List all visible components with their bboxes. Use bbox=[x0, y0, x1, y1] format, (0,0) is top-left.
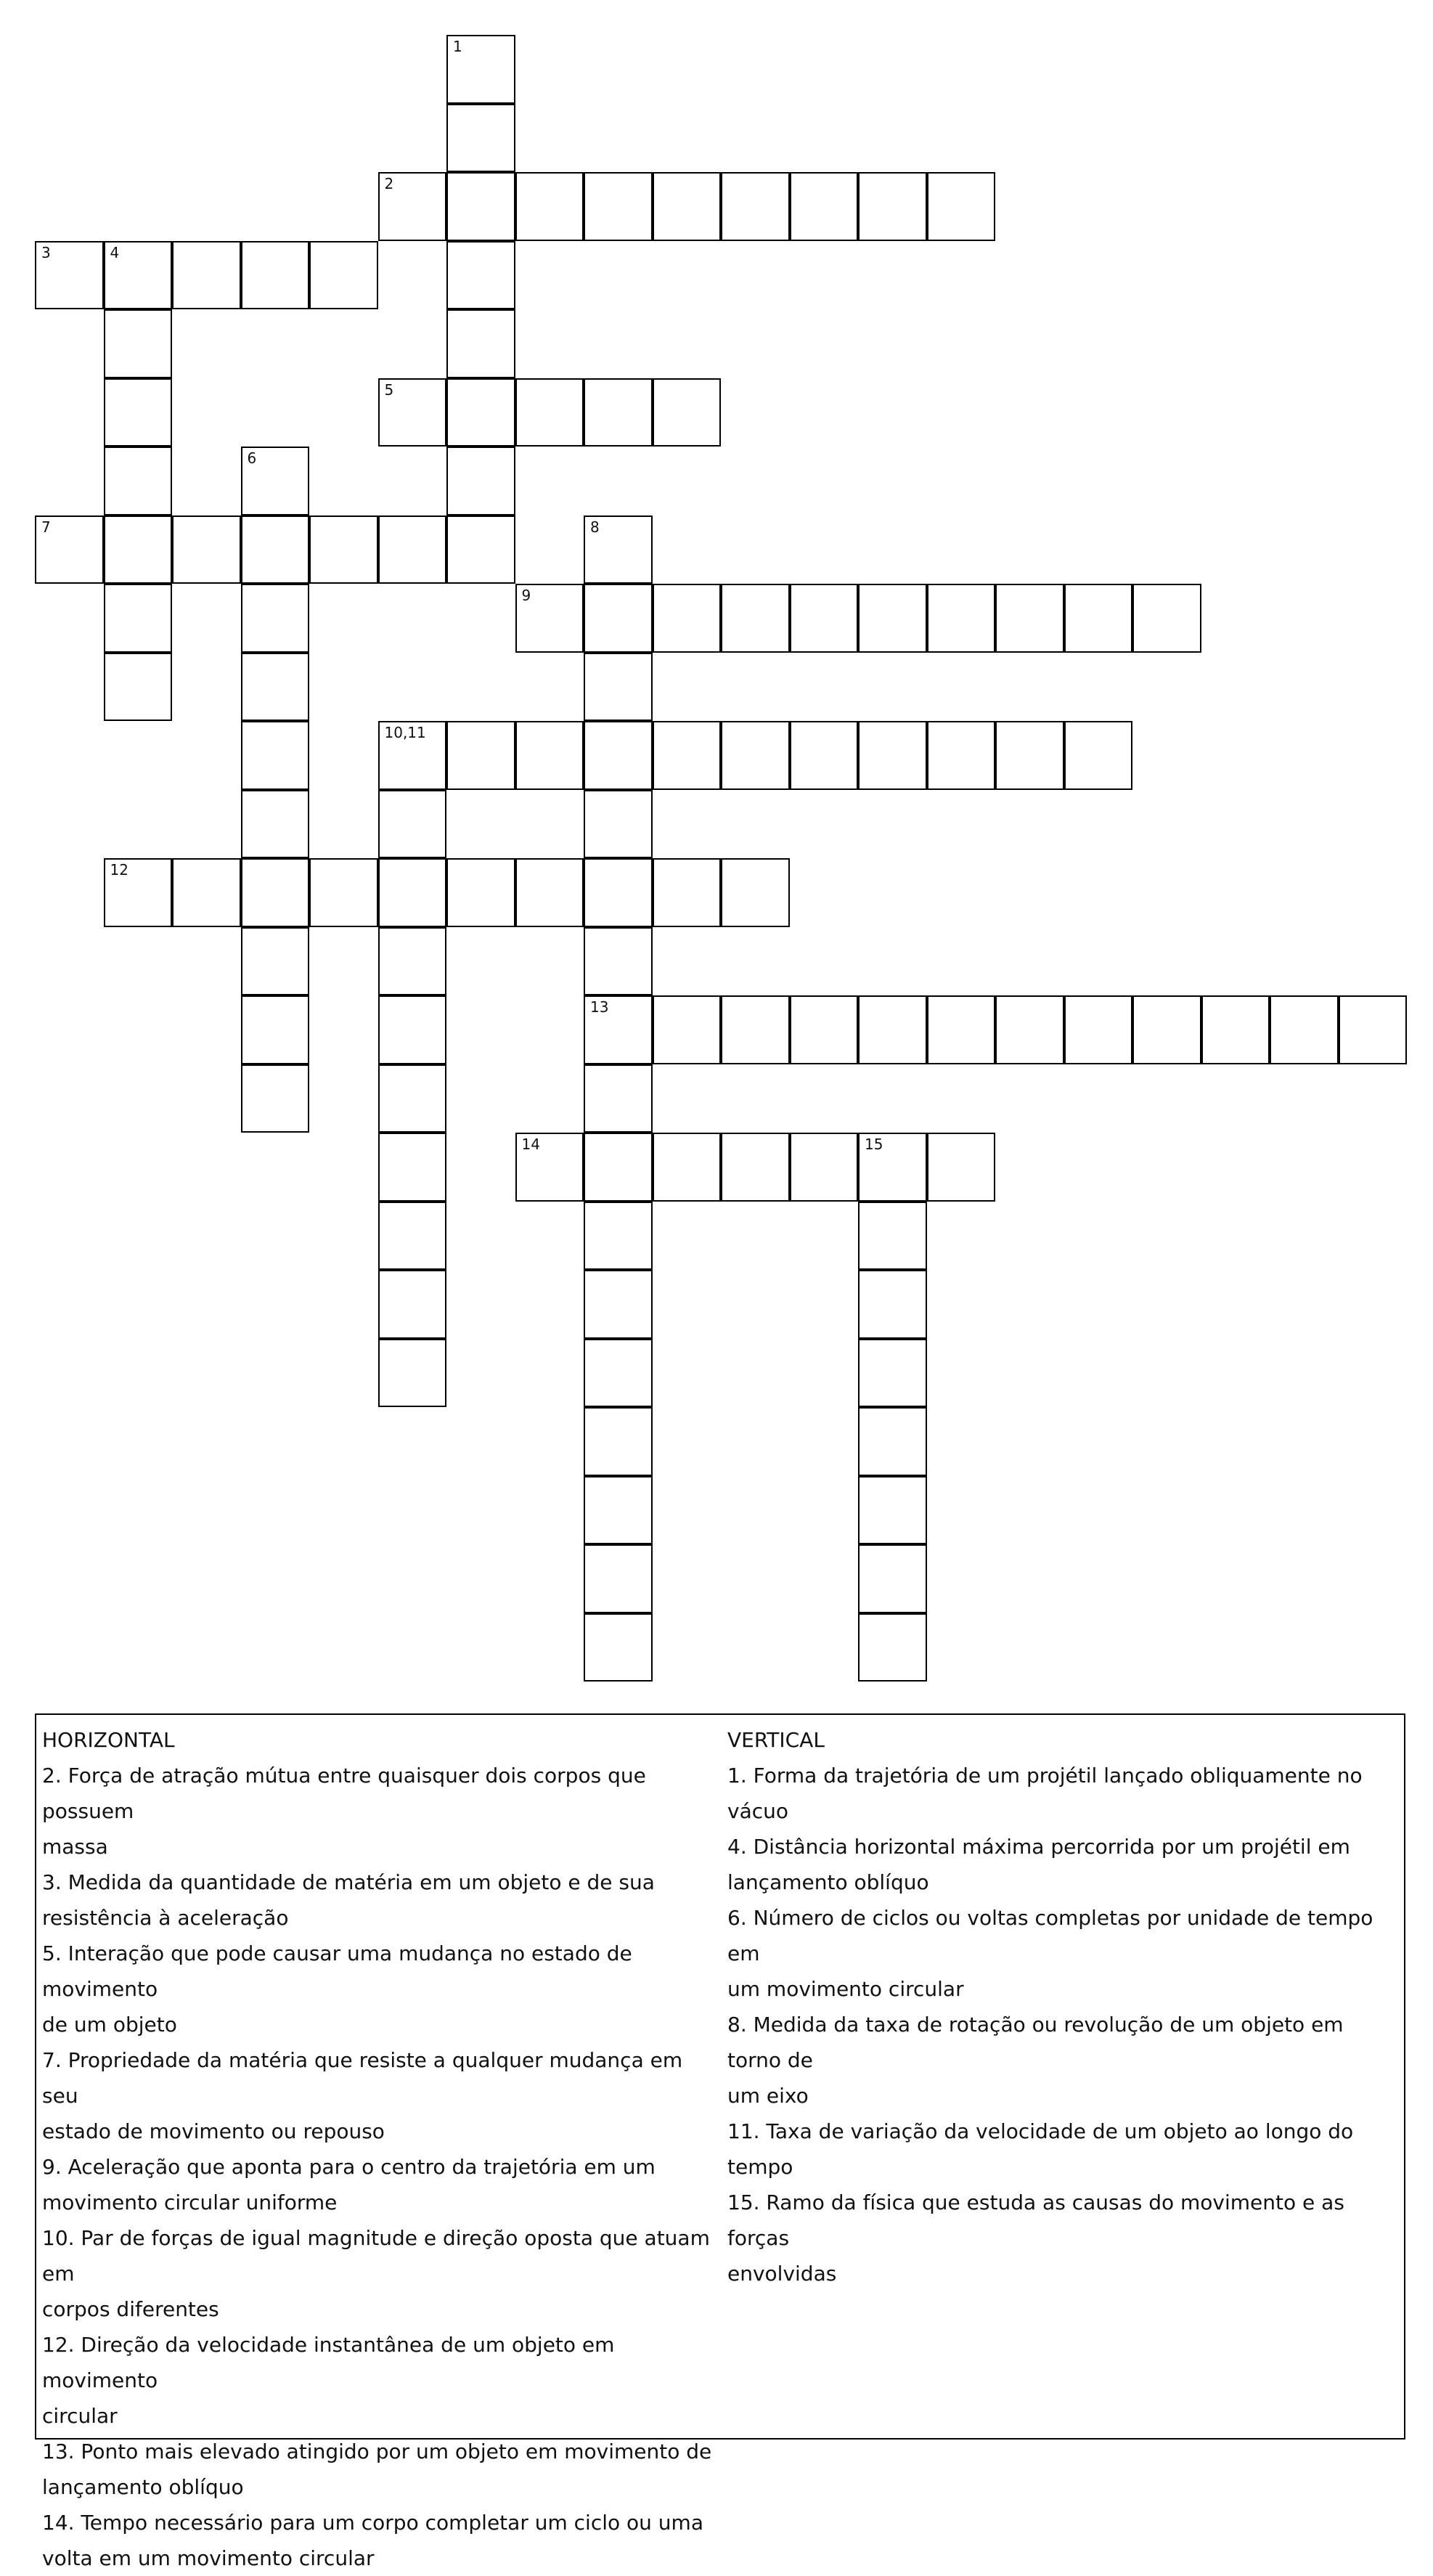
crossword-cell[interactable] bbox=[858, 1339, 927, 1408]
crossword-cell[interactable] bbox=[721, 584, 790, 653]
crossword-cell[interactable] bbox=[653, 995, 722, 1064]
crossword-cell[interactable] bbox=[172, 858, 241, 927]
clue-number: 13 bbox=[590, 998, 609, 1016]
crossword-cell[interactable] bbox=[584, 1202, 653, 1271]
clue-number: 9 bbox=[521, 587, 531, 604]
crossword-cell[interactable] bbox=[584, 721, 653, 790]
vertical-heading: VERTICAL bbox=[727, 1728, 825, 1752]
crossword-cell[interactable] bbox=[1339, 995, 1408, 1064]
crossword-cell[interactable] bbox=[378, 172, 447, 241]
crossword-cell[interactable] bbox=[584, 858, 653, 927]
crossword-cell[interactable] bbox=[446, 309, 515, 378]
crossword-cell[interactable] bbox=[858, 584, 927, 653]
clue-number: 15 bbox=[865, 1136, 883, 1153]
clue-line: lançamento oblíquo bbox=[727, 1870, 929, 1894]
crossword-cell[interactable] bbox=[446, 515, 515, 584]
crossword-cell[interactable] bbox=[241, 995, 310, 1064]
clues-box bbox=[35, 1713, 1405, 2570]
crossword-cell[interactable] bbox=[584, 1613, 653, 1682]
crossword-cell[interactable] bbox=[1064, 584, 1133, 653]
crossword-cell[interactable] bbox=[309, 858, 378, 927]
crossword-cell[interactable] bbox=[446, 241, 515, 310]
crossword-cell[interactable] bbox=[790, 172, 859, 241]
crossword-cell[interactable] bbox=[446, 721, 515, 790]
crossword-cell[interactable] bbox=[378, 1202, 447, 1271]
crossword-cell[interactable] bbox=[104, 653, 173, 722]
crossword-cell[interactable] bbox=[104, 584, 173, 653]
clue-line: circular bbox=[42, 2404, 118, 2428]
clue-line: 11. Taxa de variação da velocidade de um objeto ao longo do tempo bbox=[727, 2119, 1354, 2179]
crossword-cell[interactable] bbox=[858, 995, 927, 1064]
crossword-cell[interactable] bbox=[584, 378, 653, 447]
clue-line: volta em um movimento circular bbox=[42, 2546, 375, 2570]
clue-number: 8 bbox=[590, 518, 600, 536]
crossword-cell[interactable] bbox=[378, 378, 447, 447]
crossword-cell[interactable] bbox=[721, 172, 790, 241]
vertical-clues bbox=[727, 1722, 1399, 2291]
crossword-cell[interactable] bbox=[790, 584, 859, 653]
crossword-cell[interactable] bbox=[241, 584, 310, 653]
crossword-cell[interactable] bbox=[378, 790, 447, 859]
crossword-cell[interactable] bbox=[241, 653, 310, 722]
crossword-cell[interactable] bbox=[995, 995, 1064, 1064]
clue-line: 2. Força de atração mútua entre quaisquer dois corpos que possuem bbox=[42, 1764, 646, 1823]
crossword-cell[interactable] bbox=[584, 515, 653, 584]
crossword-cell[interactable] bbox=[927, 584, 996, 653]
crossword-cell[interactable] bbox=[378, 515, 447, 584]
crossword-cell[interactable] bbox=[858, 1544, 927, 1613]
crossword-cell[interactable] bbox=[927, 172, 996, 241]
clue-line: 6. Número de ciclos ou voltas completas por unidade de tempo em bbox=[727, 1906, 1373, 1965]
clue-line: 3. Medida da quantidade de matéria em um objeto e de sua bbox=[42, 1870, 655, 1894]
crossword-cell[interactable] bbox=[515, 172, 584, 241]
crossword-cell[interactable] bbox=[584, 653, 653, 722]
crossword-cell[interactable] bbox=[584, 1544, 653, 1613]
clue-number: 5 bbox=[384, 380, 394, 399]
crossword-cell[interactable] bbox=[446, 104, 515, 173]
crossword-cell[interactable] bbox=[653, 378, 722, 447]
crossword-cell[interactable] bbox=[104, 241, 173, 310]
clue-line: 13. Ponto mais elevado atingido por um objeto em movimento de bbox=[42, 2440, 712, 2463]
clue-number: 4 bbox=[110, 243, 120, 261]
crossword-cell[interactable] bbox=[721, 995, 790, 1064]
crossword-cell[interactable] bbox=[172, 241, 241, 310]
clue-line: lançamento oblíquo bbox=[42, 2475, 244, 2499]
horizontal-clues bbox=[42, 1722, 717, 2576]
crossword-cell[interactable] bbox=[1064, 995, 1133, 1064]
crossword-cell[interactable] bbox=[858, 721, 927, 790]
crossword-cell[interactable] bbox=[1064, 721, 1133, 790]
crossword-cell[interactable] bbox=[584, 790, 653, 859]
crossword-cell[interactable] bbox=[378, 721, 447, 790]
crossword-cell[interactable] bbox=[584, 172, 653, 241]
crossword-cell[interactable] bbox=[1132, 584, 1201, 653]
crossword-cell[interactable] bbox=[378, 1270, 447, 1339]
crossword-cell[interactable] bbox=[653, 584, 722, 653]
crossword-cell[interactable] bbox=[927, 995, 996, 1064]
clue-line: corpos diferentes bbox=[42, 2297, 219, 2321]
crossword-cell[interactable] bbox=[995, 721, 1064, 790]
crossword-cell[interactable] bbox=[446, 35, 515, 104]
clue-line: 1. Forma da trajetória de um projétil lançado obliquamente no vácuo bbox=[727, 1764, 1363, 1823]
clue-number: 7 bbox=[41, 518, 51, 536]
crossword-cell[interactable] bbox=[858, 1476, 927, 1545]
crossword-cell[interactable] bbox=[446, 172, 515, 241]
crossword-cell[interactable] bbox=[378, 995, 447, 1064]
crossword-cell[interactable] bbox=[858, 1202, 927, 1271]
crossword-cell[interactable] bbox=[378, 1064, 447, 1133]
crossword-cell[interactable] bbox=[378, 1339, 447, 1408]
crossword-cell[interactable] bbox=[104, 858, 173, 927]
crossword-cell[interactable] bbox=[241, 790, 310, 859]
crossword-cell[interactable] bbox=[584, 1133, 653, 1202]
crossword-cell[interactable] bbox=[653, 1133, 722, 1202]
crossword-cell[interactable] bbox=[721, 858, 790, 927]
crossword-cell[interactable] bbox=[653, 172, 722, 241]
clue-number: 6 bbox=[247, 449, 257, 467]
clue-line: 7. Propriedade da matéria que resiste a qualquer mudança em seu bbox=[42, 2048, 683, 2108]
clue-line: resistência à aceleração bbox=[42, 1906, 289, 1930]
clue-line: um movimento circular bbox=[727, 1977, 964, 2001]
crossword-cell[interactable] bbox=[104, 378, 173, 447]
crossword-cell[interactable] bbox=[721, 721, 790, 790]
crossword-cell[interactable] bbox=[858, 1133, 927, 1202]
clue-line: 9. Aceleração que aponta para o centro da trajetória em um bbox=[42, 2155, 656, 2179]
crossword-cell[interactable] bbox=[1201, 995, 1270, 1064]
clue-line: movimento circular uniforme bbox=[42, 2190, 338, 2214]
crossword-cell[interactable] bbox=[104, 447, 173, 515]
clue-line: de um objeto bbox=[42, 2013, 177, 2037]
crossword-cell[interactable] bbox=[721, 1133, 790, 1202]
crossword-cell[interactable] bbox=[584, 1407, 653, 1476]
crossword-cell[interactable] bbox=[515, 584, 584, 653]
crossword-cell[interactable] bbox=[515, 1133, 584, 1202]
crossword-cell[interactable] bbox=[378, 927, 447, 996]
clue-line: massa bbox=[42, 1835, 108, 1859]
crossword-cell[interactable] bbox=[584, 1064, 653, 1133]
clue-number: 2 bbox=[384, 175, 394, 192]
crossword-cell[interactable] bbox=[584, 1270, 653, 1339]
crossword-cell[interactable] bbox=[1132, 995, 1201, 1064]
crossword-cell[interactable] bbox=[790, 721, 859, 790]
crossword-cell[interactable] bbox=[446, 378, 515, 447]
crossword-cell[interactable] bbox=[378, 1133, 447, 1202]
crossword-cell[interactable] bbox=[378, 858, 447, 927]
crossword-cell[interactable] bbox=[858, 1407, 927, 1476]
clue-line: envolvidas bbox=[727, 2262, 837, 2286]
crossword-cell[interactable] bbox=[241, 447, 310, 515]
crossword-cell[interactable] bbox=[104, 515, 173, 584]
clue-line: estado de movimento ou repouso bbox=[42, 2119, 385, 2143]
crossword-cell[interactable] bbox=[241, 927, 310, 996]
horizontal-heading: HORIZONTAL bbox=[42, 1728, 175, 1752]
crossword-cell[interactable] bbox=[858, 1270, 927, 1339]
crossword-cell[interactable] bbox=[241, 515, 310, 584]
crossword-cell[interactable] bbox=[241, 1064, 310, 1133]
crossword-cell[interactable] bbox=[858, 1613, 927, 1682]
crossword-cell[interactable] bbox=[309, 241, 378, 310]
clue-line: 4. Distância horizontal máxima percorrida por um projétil em bbox=[727, 1835, 1350, 1859]
clue-line: 15. Ramo da física que estuda as causas do movimento e as forças bbox=[727, 2190, 1344, 2250]
crossword-cell[interactable] bbox=[584, 995, 653, 1064]
crossword-cell[interactable] bbox=[515, 378, 584, 447]
clue-number: 12 bbox=[110, 861, 128, 879]
clue-line: 8. Medida da taxa de rotação ou revolução de um objeto em torno de bbox=[727, 2013, 1344, 2072]
crossword-cell[interactable] bbox=[309, 515, 378, 584]
crossword-cell[interactable] bbox=[790, 1133, 859, 1202]
crossword-cell[interactable] bbox=[35, 515, 104, 584]
crossword-cell[interactable] bbox=[446, 447, 515, 515]
clue-number: 1 bbox=[453, 38, 462, 55]
crossword-cell[interactable] bbox=[172, 515, 241, 584]
crossword-cell[interactable] bbox=[515, 858, 584, 927]
clue-line: um eixo bbox=[727, 2084, 809, 2108]
crossword-cell[interactable] bbox=[1270, 995, 1339, 1064]
crossword-cell[interactable] bbox=[515, 721, 584, 790]
crossword-cell[interactable] bbox=[104, 309, 173, 378]
crossword-cell[interactable] bbox=[584, 584, 653, 653]
clue-line: 14. Tempo necessário para um corpo completar um ciclo ou uma bbox=[42, 2511, 703, 2535]
crossword-cell[interactable] bbox=[584, 927, 653, 996]
crossword-cell[interactable] bbox=[927, 1133, 996, 1202]
clue-number: 14 bbox=[521, 1136, 540, 1153]
clue-line: 12. Direção da velocidade instantânea de um objeto em movimento bbox=[42, 2333, 615, 2392]
crossword-cell[interactable] bbox=[995, 584, 1064, 653]
crossword-cell[interactable] bbox=[584, 1476, 653, 1545]
crossword-cell[interactable] bbox=[927, 721, 996, 790]
crossword-cell[interactable] bbox=[584, 1339, 653, 1408]
clue-number: 10,11 bbox=[384, 724, 426, 741]
clue-line: 10. Par de forças de igual magnitude e direção oposta que atuam em bbox=[42, 2226, 710, 2286]
crossword-cell[interactable] bbox=[241, 241, 310, 310]
clue-line: 5. Interação que pode causar uma mudança no estado de movimento bbox=[42, 1941, 632, 2001]
crossword-cell[interactable] bbox=[653, 721, 722, 790]
crossword-cell[interactable] bbox=[446, 858, 515, 927]
crossword-cell[interactable] bbox=[790, 995, 859, 1064]
clue-number: 3 bbox=[41, 243, 51, 261]
crossword-cell[interactable] bbox=[653, 858, 722, 927]
crossword-cell[interactable] bbox=[35, 241, 104, 310]
crossword-cell[interactable] bbox=[241, 858, 310, 927]
crossword-cell[interactable] bbox=[858, 172, 927, 241]
crossword-cell[interactable] bbox=[241, 721, 310, 790]
